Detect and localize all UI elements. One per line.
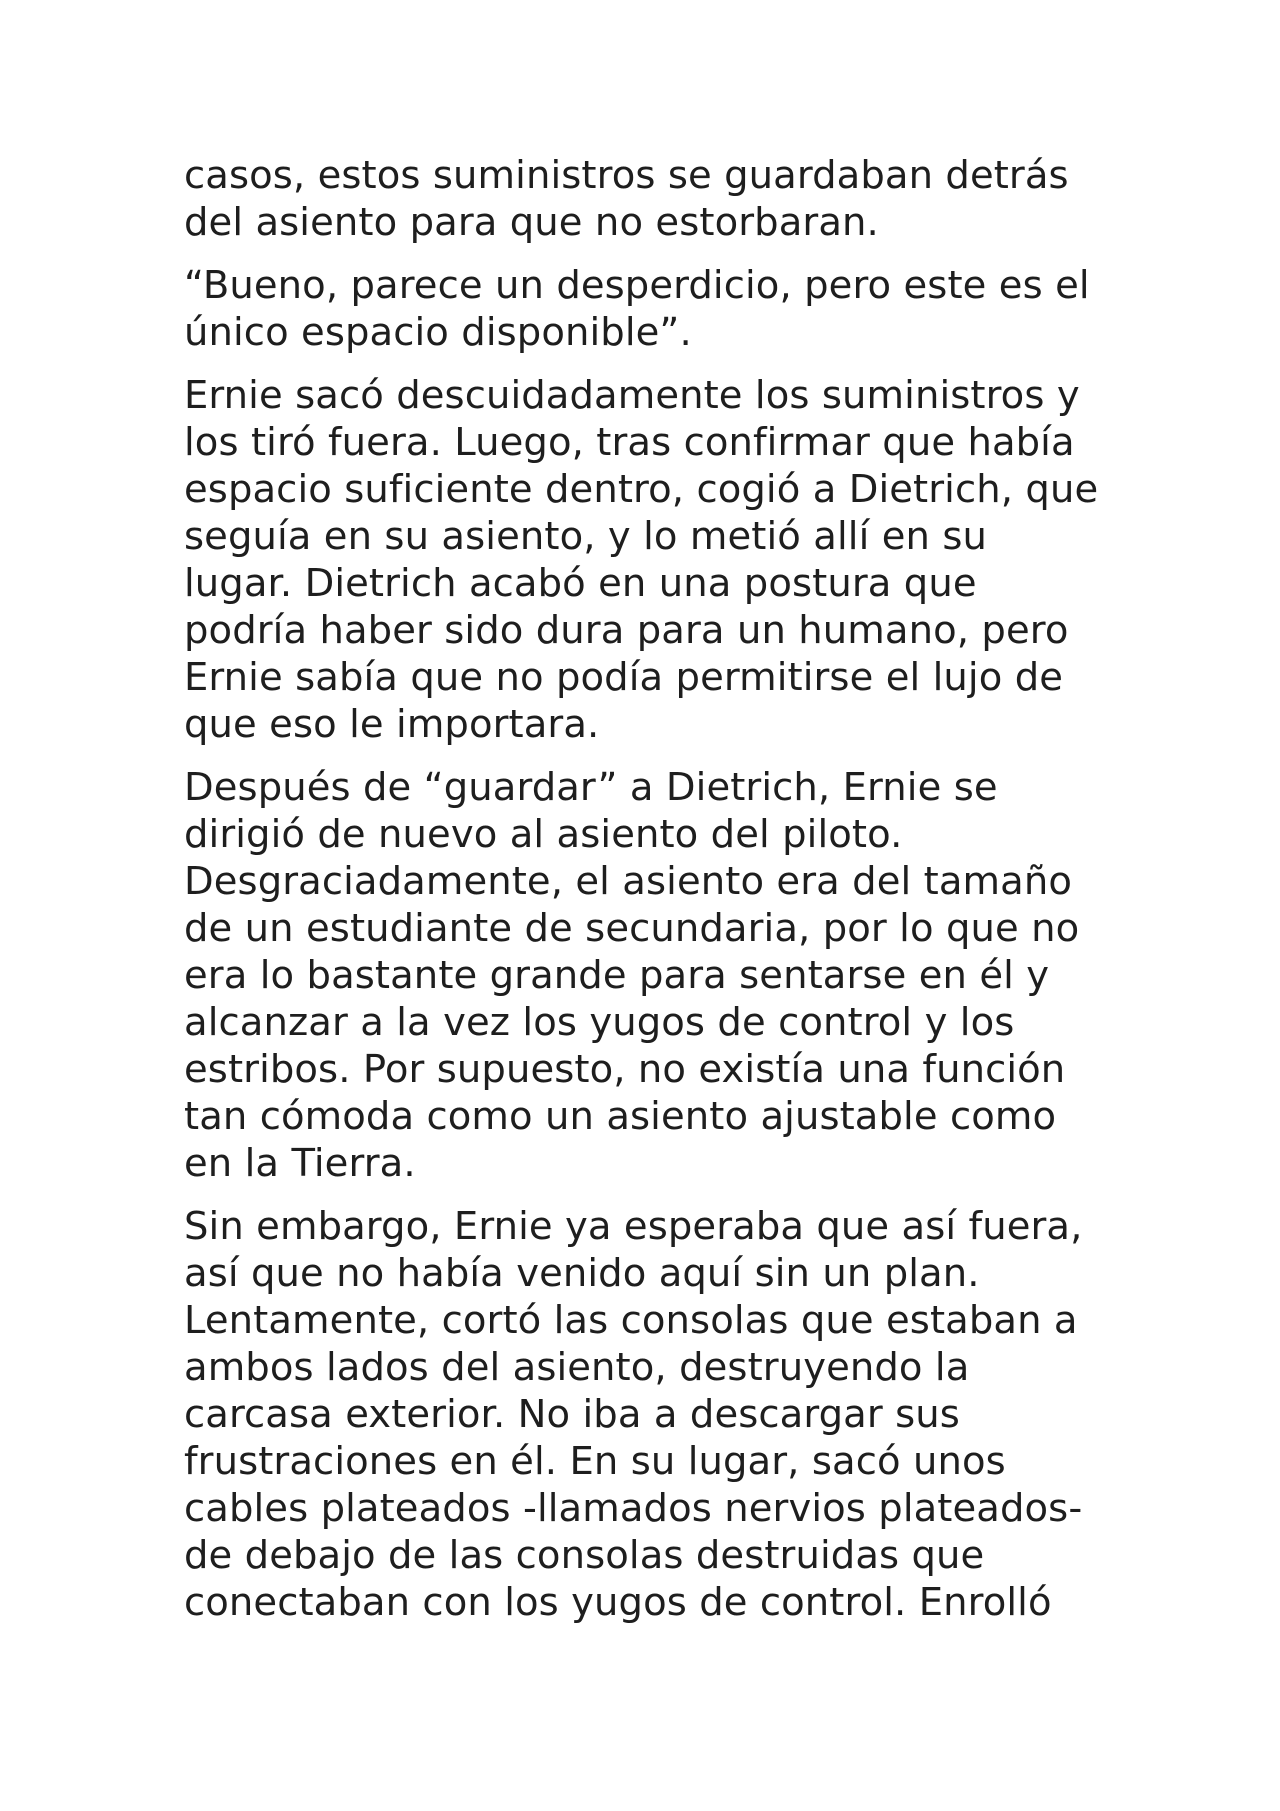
text-line: tan cómoda como un asiento ajustable como (184, 1094, 1057, 1139)
text-line: espacio suficiente dentro, cogió a Dietrich, que (184, 467, 1099, 512)
text-line: Ernie sabía que no podía permitirse el lujo de (184, 655, 1064, 700)
text-line: Lentamente, cortó las consolas que estaban a (184, 1298, 1078, 1343)
text-line: carcasa exterior. No iba a descargar sus (184, 1392, 960, 1437)
text-line: cables plateados -llamados nervios plateados- (184, 1486, 1083, 1531)
text-line: estribos. Por supuesto, no existía una función (184, 1047, 1066, 1092)
text-line: en la Tierra. (184, 1141, 416, 1186)
text-line: de debajo de las consolas destruidas que (184, 1533, 985, 1578)
text-line: ambos lados del asiento, destruyendo la (184, 1345, 970, 1390)
paragraph-5 (184, 1203, 1114, 1626)
text-line: frustraciones en él. En su lugar, sacó unos (184, 1439, 1006, 1484)
text-line: Después de “guardar” a Dietrich, Ernie se (184, 765, 998, 810)
document-page (184, 152, 1114, 1642)
text-line: “Bueno, parece un desperdicio, pero este es el (184, 263, 1090, 308)
text-line: dirigió de nuevo al asiento del piloto. (184, 812, 903, 857)
text-line: seguía en su asiento, y lo metió allí en su (184, 514, 987, 559)
text-line: así que no había venido aquí sin un plan. (184, 1251, 980, 1296)
paragraph-3 (184, 372, 1114, 748)
text-line: de un estudiante de secundaria, por lo que no (184, 906, 1080, 951)
text-line: casos, estos suministros se guardaban detrás (184, 153, 1069, 198)
paragraph-2 (184, 262, 1114, 356)
text-line: Ernie sacó descuidadamente los suministros y (184, 373, 1080, 418)
text-line: único espacio disponible”. (184, 310, 692, 355)
text-line: lugar. Dietrich acabó en una postura que (184, 561, 977, 606)
text-line: los tiró fuera. Luego, tras confirmar que había (184, 420, 1075, 465)
text-line: Desgraciadamente, el asiento era del tamaño (184, 859, 1072, 904)
text-line: Sin embargo, Ernie ya esperaba que así fuera, (184, 1204, 1083, 1249)
paragraph-4 (184, 764, 1114, 1187)
text-line: conectaban con los yugos de control. Enrolló (184, 1580, 1052, 1625)
text-line: era lo bastante grande para sentarse en él y (184, 953, 1050, 998)
paragraph-1 (184, 152, 1114, 246)
text-line: alcanzar a la vez los yugos de control y los (184, 1000, 1015, 1045)
text-line: podría haber sido dura para un humano, pero (184, 608, 1069, 653)
text-line: del asiento para que no estorbaran. (184, 200, 879, 245)
text-line: que eso le importara. (184, 702, 600, 747)
